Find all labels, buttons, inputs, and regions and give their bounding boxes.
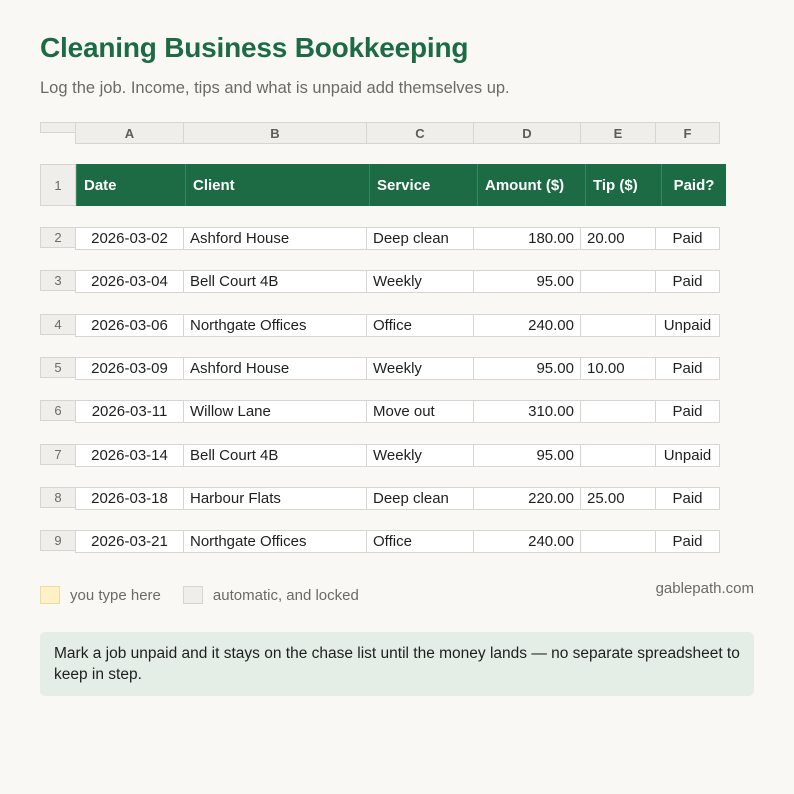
cell-service[interactable]: Deep clean	[366, 487, 474, 510]
cell-date[interactable]: 2026-03-09	[75, 357, 184, 380]
cell-client[interactable]: Northgate Offices	[183, 530, 367, 553]
column-letter-f[interactable]: F	[655, 122, 720, 144]
table-row	[40, 487, 726, 510]
info-note: Mark a job unpaid and it stays on the chase list until the money lands — no separate spreadsheet to keep in step.	[40, 632, 754, 696]
page-title: Cleaning Business Bookkeeping	[40, 32, 469, 63]
column-letter-e[interactable]: E	[580, 122, 656, 144]
locked-legend-label: automatic, and locked	[212, 586, 359, 604]
cell-service[interactable]: Move out	[366, 400, 474, 423]
cell-client[interactable]: Bell Court 4B	[183, 444, 367, 467]
cell-date[interactable]: 2026-03-21	[75, 530, 184, 553]
column-letters-row	[40, 122, 726, 144]
cell-paid[interactable]: Paid	[655, 400, 720, 423]
cell-service[interactable]: Weekly	[366, 270, 474, 293]
cell-date[interactable]: 2026-03-02	[75, 227, 184, 250]
table-row	[40, 227, 726, 250]
row-number[interactable]: 7	[40, 444, 76, 465]
brand-link[interactable]: gablepath.com	[655, 580, 754, 597]
table-row	[40, 444, 726, 467]
row-number[interactable]: 3	[40, 270, 76, 291]
table-row	[40, 357, 726, 380]
cell-paid[interactable]: Paid	[655, 357, 720, 380]
row-number[interactable]: 9	[40, 530, 76, 551]
table-row	[40, 530, 726, 553]
column-letter-a[interactable]: A	[75, 122, 184, 144]
input-cell-swatch	[40, 586, 60, 604]
cell-client[interactable]: Harbour Flats	[183, 487, 367, 510]
cell-amount[interactable]: 95.00	[473, 270, 581, 293]
cell-tip[interactable]	[580, 314, 656, 337]
cell-tip[interactable]	[580, 530, 656, 553]
cell-paid[interactable]: Unpaid	[655, 444, 720, 467]
table-row	[40, 400, 726, 423]
cell-amount[interactable]: 95.00	[473, 444, 581, 467]
cell-service[interactable]: Weekly	[366, 357, 474, 380]
header-row	[40, 164, 726, 206]
cell-paid[interactable]: Paid	[655, 227, 720, 250]
cell-amount[interactable]: 240.00	[473, 530, 581, 553]
cell-client[interactable]: Ashford House	[183, 227, 367, 250]
header-date[interactable]: Date	[76, 164, 185, 206]
cell-client[interactable]: Willow Lane	[183, 400, 367, 423]
cell-tip[interactable]: 20.00	[580, 227, 656, 250]
cell-amount[interactable]: 95.00	[473, 357, 581, 380]
table-row	[40, 314, 726, 337]
cell-client[interactable]: Ashford House	[183, 357, 367, 380]
header-amount[interactable]: Amount ($)	[477, 164, 585, 206]
cell-service[interactable]: Deep clean	[366, 227, 474, 250]
cell-date[interactable]: 2026-03-14	[75, 444, 184, 467]
row-number[interactable]: 2	[40, 227, 76, 248]
cell-tip[interactable]	[580, 444, 656, 467]
cell-date[interactable]: 2026-03-18	[75, 487, 184, 510]
column-letter-b[interactable]: B	[183, 122, 367, 144]
row-number[interactable]: 8	[40, 487, 76, 508]
row-number[interactable]: 5	[40, 357, 76, 378]
cell-service[interactable]: Weekly	[366, 444, 474, 467]
page-subtitle: Log the job. Income, tips and what is unpaid add themselves up.	[40, 79, 510, 97]
cell-client[interactable]: Bell Court 4B	[183, 270, 367, 293]
header-tip[interactable]: Tip ($)	[585, 164, 661, 206]
cell-amount[interactable]: 220.00	[473, 487, 581, 510]
cell-paid[interactable]: Paid	[655, 270, 720, 293]
header-paid[interactable]: Paid?	[661, 164, 726, 206]
cell-paid[interactable]: Paid	[655, 487, 720, 510]
cell-date[interactable]: 2026-03-06	[75, 314, 184, 337]
legend	[40, 586, 381, 604]
row-number[interactable]: 1	[40, 164, 76, 206]
corner-cell[interactable]	[40, 122, 76, 133]
cell-paid[interactable]: Paid	[655, 530, 720, 553]
cell-amount[interactable]: 240.00	[473, 314, 581, 337]
cell-amount[interactable]: 180.00	[473, 227, 581, 250]
row-number[interactable]: 6	[40, 400, 76, 421]
cell-amount[interactable]: 310.00	[473, 400, 581, 423]
cell-tip[interactable]	[580, 400, 656, 423]
cell-service[interactable]: Office	[366, 314, 474, 337]
cell-tip[interactable]: 10.00	[580, 357, 656, 380]
cell-client[interactable]: Northgate Offices	[183, 314, 367, 337]
locked-cell-swatch	[183, 586, 203, 604]
row-number[interactable]: 4	[40, 314, 76, 335]
input-legend-label: you type here	[70, 586, 161, 604]
cell-date[interactable]: 2026-03-04	[75, 270, 184, 293]
cell-service[interactable]: Office	[366, 530, 474, 553]
column-letter-d[interactable]: D	[473, 122, 581, 144]
cell-tip[interactable]: 25.00	[580, 487, 656, 510]
header-service[interactable]: Service	[369, 164, 477, 206]
cell-tip[interactable]	[580, 270, 656, 293]
cell-paid[interactable]: Unpaid	[655, 314, 720, 337]
table-row	[40, 270, 726, 293]
header-client[interactable]: Client	[185, 164, 369, 206]
column-letter-c[interactable]: C	[366, 122, 474, 144]
cell-date[interactable]: 2026-03-11	[75, 400, 184, 423]
